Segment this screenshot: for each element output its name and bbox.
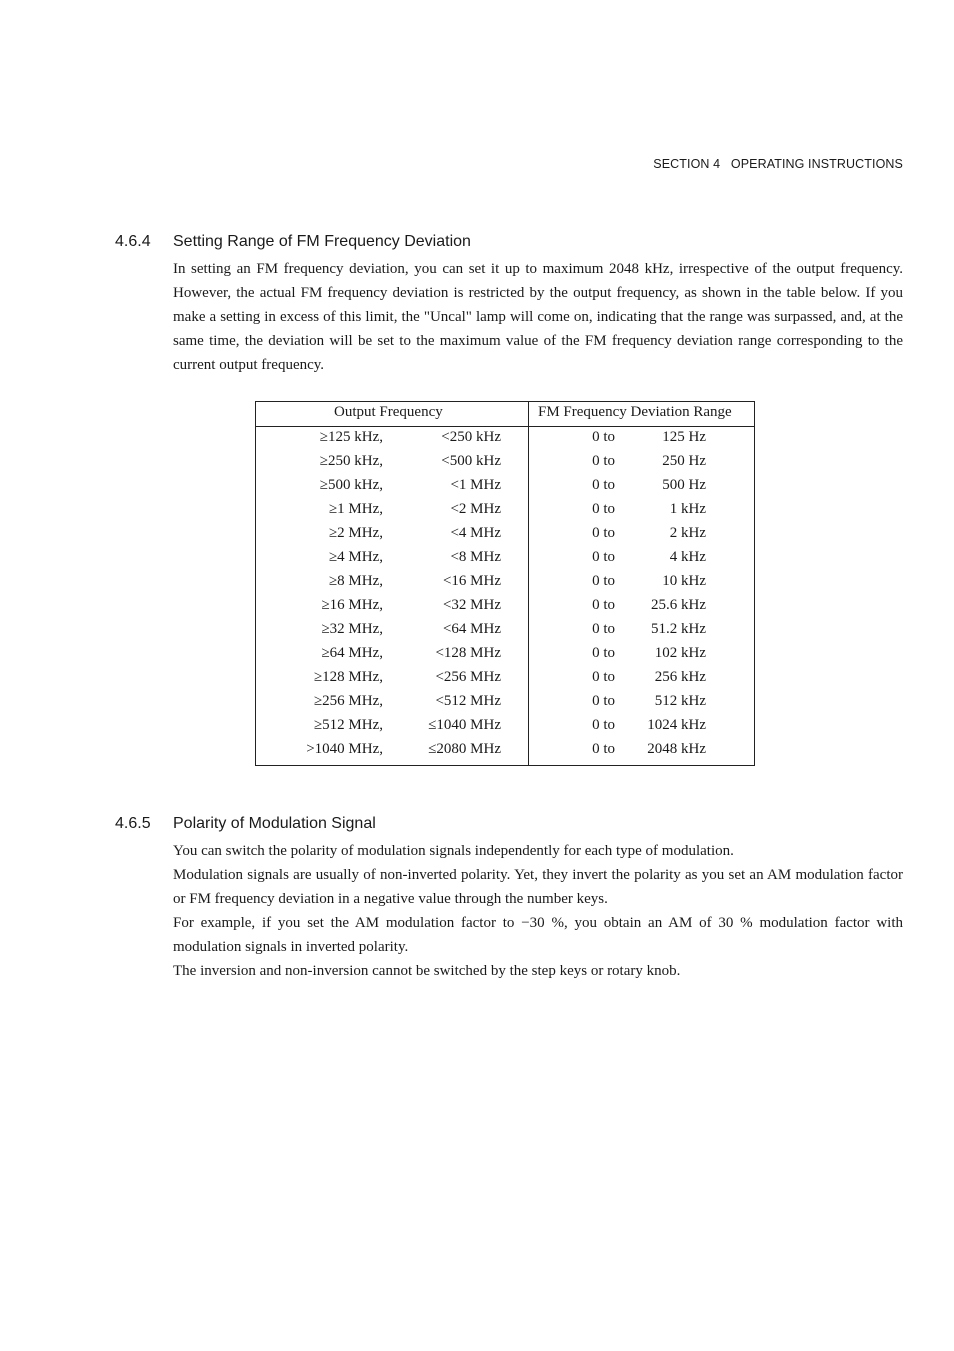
deviation-max: 2048 kHz	[647, 741, 706, 757]
output-frequency-from: ≥32 MHz,	[321, 621, 383, 637]
running-head: SECTION 4 OPERATING INSTRUCTIONS	[653, 157, 903, 171]
paragraph: You can switch the polarity of modulation signals independently for each type of modulation.	[173, 843, 734, 859]
deviation-max: 250 Hz	[662, 453, 706, 469]
section-465-heading	[115, 815, 376, 833]
output-frequency-to: ≤2080 MHz	[428, 741, 501, 757]
table-row	[256, 429, 754, 453]
deviation-max: 10 kHz	[662, 573, 706, 589]
output-frequency-from: ≥2 MHz,	[328, 525, 383, 541]
output-frequency-to: <32 MHz	[442, 597, 501, 613]
deviation-min: 0 to	[592, 453, 615, 469]
deviation-max: 4 kHz	[669, 549, 706, 565]
table-row	[256, 597, 754, 621]
table-row	[256, 717, 754, 741]
column-header-deviation-range: FM Frequency Deviation Range	[538, 404, 732, 420]
output-frequency-to: <16 MHz	[442, 573, 501, 589]
output-frequency-to: <256 MHz	[435, 669, 501, 685]
table-row	[256, 453, 754, 477]
output-frequency-from: ≥125 kHz,	[319, 429, 383, 445]
output-frequency-to: <128 MHz	[435, 645, 501, 661]
deviation-min: 0 to	[592, 693, 615, 709]
table-row	[256, 501, 754, 525]
deviation-min: 0 to	[592, 645, 615, 661]
output-frequency-from: >1040 MHz,	[306, 741, 383, 757]
output-frequency-to: <512 MHz	[435, 693, 501, 709]
section-464-heading	[115, 233, 471, 251]
output-frequency-from: ≥4 MHz,	[328, 549, 383, 565]
deviation-max: 500 Hz	[662, 477, 706, 493]
paragraph: For example, if you set the AM modulation factor to −30 %, you obtain an AM of 30 % modulation factor with modulation signals in inverted polarity.	[173, 915, 903, 955]
output-frequency-from: ≥8 MHz,	[328, 573, 383, 589]
output-frequency-to: <64 MHz	[442, 621, 501, 637]
deviation-max: 2 kHz	[669, 525, 706, 541]
fm-deviation-table	[255, 401, 755, 766]
table-row	[256, 645, 754, 669]
section-number: 4.6.4	[115, 233, 151, 250]
section-title: Setting Range of FM Frequency Deviation	[173, 233, 471, 250]
deviation-max: 51.2 kHz	[651, 621, 706, 637]
deviation-max: 512 kHz	[654, 693, 706, 709]
deviation-min: 0 to	[592, 573, 615, 589]
table-row	[256, 477, 754, 501]
table-row	[256, 741, 754, 765]
output-frequency-to: <8 MHz	[450, 549, 501, 565]
table-row	[256, 525, 754, 549]
deviation-min: 0 to	[592, 525, 615, 541]
deviation-min: 0 to	[592, 669, 615, 685]
deviation-max: 256 kHz	[654, 669, 706, 685]
deviation-min: 0 to	[592, 501, 615, 517]
deviation-max: 125 Hz	[662, 429, 706, 445]
section-464-paragraph: In setting an FM frequency deviation, you can set it up to maximum 2048 kHz, irrespective of the output frequency. However, the actual FM frequency deviation is restricted by the output frequency, as shown in the table below. If you make a setting in excess of this limit, the "Uncal" lamp will come on, indicating that the range was surpassed, and, at the same time, the deviation will be set to the maximum value of the FM frequency deviation range corresponding to the current output frequency.	[173, 261, 903, 373]
output-frequency-to: <4 MHz	[450, 525, 501, 541]
deviation-max: 102 kHz	[654, 645, 706, 661]
deviation-min: 0 to	[592, 621, 615, 637]
table-row	[256, 549, 754, 573]
output-frequency-from: ≥16 MHz,	[321, 597, 383, 613]
output-frequency-to: <1 MHz	[450, 477, 501, 493]
deviation-max: 1024 kHz	[647, 717, 706, 733]
section-number: 4.6.5	[115, 815, 151, 832]
deviation-min: 0 to	[592, 549, 615, 565]
output-frequency-to: <250 kHz	[441, 429, 501, 445]
table-row	[256, 621, 754, 645]
output-frequency-to: <500 kHz	[441, 453, 501, 469]
output-frequency-from: ≥250 kHz,	[319, 453, 383, 469]
table-row	[256, 573, 754, 597]
section-464-body	[173, 257, 903, 377]
output-frequency-from: ≥512 MHz,	[313, 717, 383, 733]
table-row	[256, 693, 754, 717]
section-465-body	[173, 839, 903, 983]
section-title: Polarity of Modulation Signal	[173, 815, 376, 832]
paragraph: Modulation signals are usually of non-inverted polarity. Yet, they invert the polarity as you set an AM modulation factor or FM frequency deviation in a negative value through the number keys.	[173, 867, 903, 907]
output-frequency-from: ≥256 MHz,	[313, 693, 383, 709]
output-frequency-from: ≥64 MHz,	[321, 645, 383, 661]
output-frequency-from: ≥1 MHz,	[328, 501, 383, 517]
deviation-min: 0 to	[592, 597, 615, 613]
deviation-max: 25.6 kHz	[651, 597, 706, 613]
deviation-min: 0 to	[592, 477, 615, 493]
paragraph: The inversion and non-inversion cannot be switched by the step keys or rotary knob.	[173, 963, 681, 979]
deviation-min: 0 to	[592, 741, 615, 757]
output-frequency-from: ≥128 MHz,	[313, 669, 383, 685]
output-frequency-to: <2 MHz	[450, 501, 501, 517]
table-row	[256, 669, 754, 693]
output-frequency-to: ≤1040 MHz	[428, 717, 501, 733]
deviation-max: 1 kHz	[669, 501, 706, 517]
deviation-min: 0 to	[592, 717, 615, 733]
deviation-min: 0 to	[592, 429, 615, 445]
column-header-output-frequency: Output Frequency	[334, 404, 443, 420]
output-frequency-from: ≥500 kHz,	[319, 477, 383, 493]
header-rule	[256, 426, 754, 427]
